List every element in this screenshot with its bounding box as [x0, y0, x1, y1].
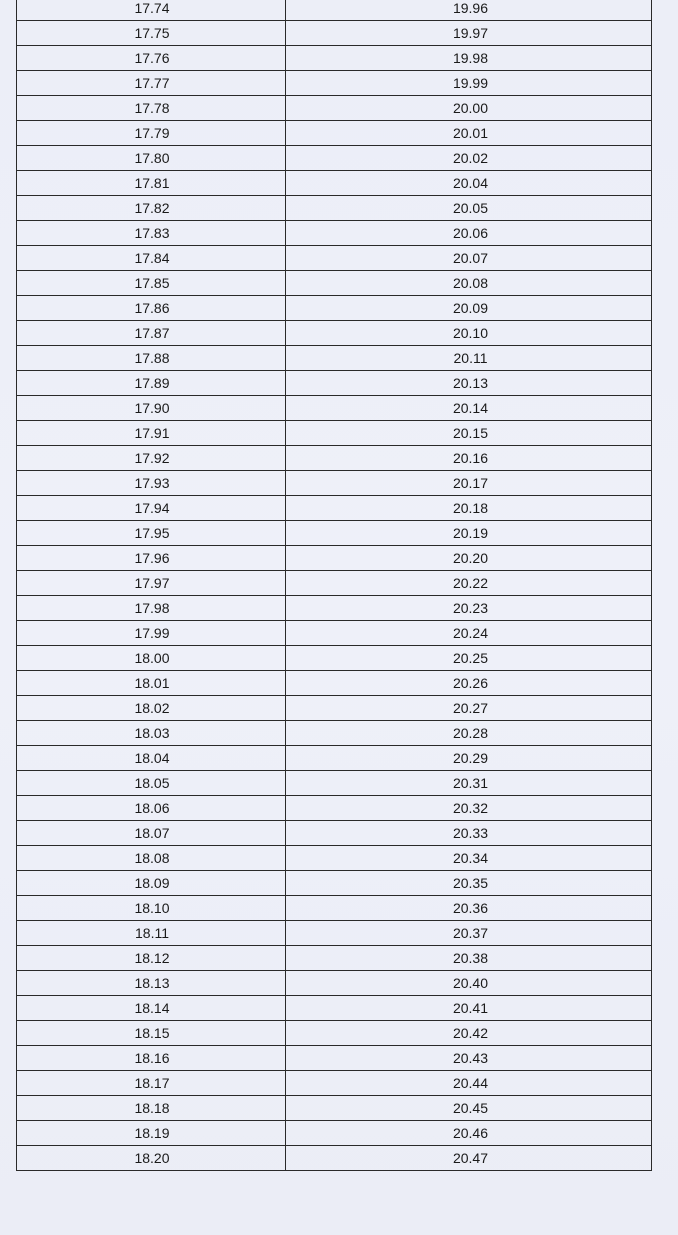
table-row	[17, 71, 652, 96]
table-row	[17, 296, 652, 321]
value-column-2-cell: 19.97	[286, 21, 652, 46]
table-row	[17, 471, 652, 496]
value-column-2-cell: 20.09	[286, 296, 652, 321]
table-row	[17, 446, 652, 471]
table-row	[17, 846, 652, 871]
value-column-2-cell: 20.31	[286, 771, 652, 796]
value-column-1-cell: 18.01	[17, 671, 286, 696]
table-row	[17, 1146, 652, 1171]
table-row	[17, 96, 652, 121]
table-row	[17, 896, 652, 921]
value-column-2-cell: 20.16	[286, 446, 652, 471]
table-row	[17, 721, 652, 746]
value-column-2-cell: 20.18	[286, 496, 652, 521]
value-column-2-cell: 20.07	[286, 246, 652, 271]
table-row	[17, 1046, 652, 1071]
value-column-1-cell: 17.92	[17, 446, 286, 471]
table-row	[17, 321, 652, 346]
value-column-1-cell: 18.17	[17, 1071, 286, 1096]
table-row	[17, 946, 652, 971]
value-column-1-cell: 17.84	[17, 246, 286, 271]
value-column-1-cell: 18.19	[17, 1121, 286, 1146]
value-column-1-cell: 18.06	[17, 796, 286, 821]
value-column-1-cell: 18.08	[17, 846, 286, 871]
table-row	[17, 346, 652, 371]
value-column-1-cell: 18.12	[17, 946, 286, 971]
value-column-1-cell: 17.80	[17, 146, 286, 171]
value-column-2-cell: 20.40	[286, 971, 652, 996]
value-column-2-cell: 20.13	[286, 371, 652, 396]
value-column-2-cell: 20.02	[286, 146, 652, 171]
value-column-1-cell: 18.18	[17, 1096, 286, 1121]
value-column-1-cell: 17.98	[17, 596, 286, 621]
table-row	[17, 821, 652, 846]
table-row	[17, 546, 652, 571]
value-column-2-cell: 20.05	[286, 196, 652, 221]
value-column-2-cell: 20.44	[286, 1071, 652, 1096]
value-column-1-cell: 18.10	[17, 896, 286, 921]
table-row	[17, 646, 652, 671]
value-column-1-cell: 17.78	[17, 96, 286, 121]
value-column-1-cell: 17.95	[17, 521, 286, 546]
table-row	[17, 271, 652, 296]
value-column-2-cell: 20.20	[286, 546, 652, 571]
value-column-1-cell: 17.82	[17, 196, 286, 221]
value-column-2-cell: 20.41	[286, 996, 652, 1021]
table-row	[17, 796, 652, 821]
table-row	[17, 421, 652, 446]
value-column-1-cell: 17.93	[17, 471, 286, 496]
value-column-2-cell: 20.24	[286, 621, 652, 646]
value-column-1-cell: 18.16	[17, 1046, 286, 1071]
table-row	[17, 696, 652, 721]
value-column-1-cell: 18.04	[17, 746, 286, 771]
table-row	[17, 971, 652, 996]
value-column-1-cell: 18.14	[17, 996, 286, 1021]
value-column-1-cell: 17.94	[17, 496, 286, 521]
value-column-2-cell: 20.46	[286, 1121, 652, 1146]
value-column-2-cell: 20.15	[286, 421, 652, 446]
value-column-2-cell: 20.45	[286, 1096, 652, 1121]
value-column-1-cell: 17.81	[17, 171, 286, 196]
table-row	[17, 0, 652, 21]
value-column-1-cell: 18.02	[17, 696, 286, 721]
table-row	[17, 246, 652, 271]
value-column-2-cell: 20.33	[286, 821, 652, 846]
value-column-1-cell: 17.87	[17, 321, 286, 346]
value-column-1-cell: 17.88	[17, 346, 286, 371]
value-column-1-cell: 18.00	[17, 646, 286, 671]
table-row	[17, 1096, 652, 1121]
value-column-1-cell: 18.03	[17, 721, 286, 746]
table-row	[17, 1121, 652, 1146]
table-row	[17, 1021, 652, 1046]
value-column-1-cell: 18.09	[17, 871, 286, 896]
value-column-2-cell: 20.08	[286, 271, 652, 296]
value-column-2-cell: 20.14	[286, 396, 652, 421]
table-row	[17, 21, 652, 46]
value-column-2-cell: 20.23	[286, 596, 652, 621]
table-row	[17, 396, 652, 421]
value-column-1-cell: 17.75	[17, 21, 286, 46]
value-column-2-cell: 20.11	[286, 346, 652, 371]
value-column-1-cell: 18.20	[17, 1146, 286, 1171]
value-column-1-cell: 18.15	[17, 1021, 286, 1046]
value-column-1-cell: 18.13	[17, 971, 286, 996]
value-column-2-cell: 20.34	[286, 846, 652, 871]
table-row	[17, 196, 652, 221]
value-column-1-cell: 17.90	[17, 396, 286, 421]
value-column-2-cell: 20.43	[286, 1046, 652, 1071]
value-column-1-cell: 18.11	[17, 921, 286, 946]
table-row	[17, 571, 652, 596]
table-row	[17, 671, 652, 696]
value-column-2-cell: 20.28	[286, 721, 652, 746]
table-row	[17, 921, 652, 946]
value-column-1-cell: 17.91	[17, 421, 286, 446]
table-row	[17, 621, 652, 646]
value-column-2-cell: 20.38	[286, 946, 652, 971]
table-row	[17, 146, 652, 171]
value-column-1-cell: 17.86	[17, 296, 286, 321]
value-column-2-cell: 20.25	[286, 646, 652, 671]
table-row	[17, 371, 652, 396]
value-column-2-cell: 20.22	[286, 571, 652, 596]
table-row	[17, 996, 652, 1021]
value-column-1-cell: 17.89	[17, 371, 286, 396]
value-column-2-cell: 20.26	[286, 671, 652, 696]
value-column-1-cell: 17.96	[17, 546, 286, 571]
value-column-1-cell: 17.77	[17, 71, 286, 96]
value-column-2-cell: 20.06	[286, 221, 652, 246]
table-row	[17, 221, 652, 246]
value-column-2-cell: 20.35	[286, 871, 652, 896]
value-column-2-cell: 20.04	[286, 171, 652, 196]
value-column-2-cell: 20.32	[286, 796, 652, 821]
table-row	[17, 871, 652, 896]
value-column-1-cell: 18.07	[17, 821, 286, 846]
value-column-2-cell: 20.36	[286, 896, 652, 921]
value-column-2-cell: 20.37	[286, 921, 652, 946]
value-column-1-cell: 18.05	[17, 771, 286, 796]
value-column-2-cell: 20.17	[286, 471, 652, 496]
value-column-1-cell: 17.74	[17, 0, 286, 21]
value-column-1-cell: 17.97	[17, 571, 286, 596]
table-row	[17, 596, 652, 621]
table-row	[17, 46, 652, 71]
value-column-2-cell: 19.98	[286, 46, 652, 71]
value-column-2-cell: 20.10	[286, 321, 652, 346]
value-column-2-cell: 20.19	[286, 521, 652, 546]
value-column-2-cell: 20.47	[286, 1146, 652, 1171]
value-column-2-cell: 20.01	[286, 121, 652, 146]
value-column-2-cell: 19.99	[286, 71, 652, 96]
table-row	[17, 121, 652, 146]
value-column-1-cell: 17.79	[17, 121, 286, 146]
table-row	[17, 171, 652, 196]
table-row	[17, 521, 652, 546]
value-column-1-cell: 17.85	[17, 271, 286, 296]
value-column-1-cell: 17.83	[17, 221, 286, 246]
table-row	[17, 746, 652, 771]
table-row	[17, 771, 652, 796]
value-column-2-cell: 20.00	[286, 96, 652, 121]
table-row	[17, 1071, 652, 1096]
value-column-2-cell: 20.27	[286, 696, 652, 721]
value-column-1-cell: 17.76	[17, 46, 286, 71]
value-column-1-cell: 17.99	[17, 621, 286, 646]
value-column-2-cell: 19.96	[286, 0, 652, 21]
conversion-table	[16, 0, 652, 1171]
value-column-2-cell: 20.29	[286, 746, 652, 771]
value-column-2-cell: 20.42	[286, 1021, 652, 1046]
table-row	[17, 496, 652, 521]
table-body	[17, 0, 652, 1171]
